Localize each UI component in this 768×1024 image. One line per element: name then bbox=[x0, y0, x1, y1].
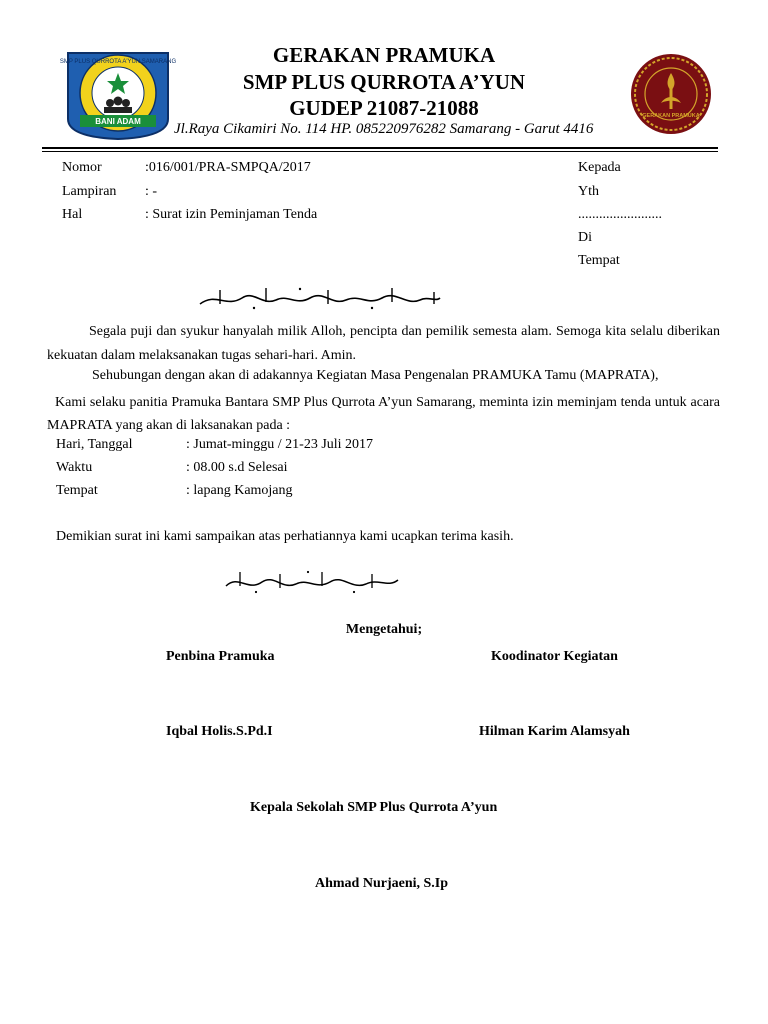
paragraph-opening: Segala puji dan syukur hanyalah milik Alloh, pencipta dan pemilik semesta alam. Semoga kita selalu diberikan kekuatan dalam melaksanakan tugas sehari-hari. Amin. bbox=[47, 324, 720, 363]
headmaster-name: Ahmad Nurjaeni, S.Ip bbox=[315, 876, 449, 891]
detail-value: : 08.00 s.d Selesai bbox=[186, 460, 288, 475]
hal-label: Hal bbox=[62, 207, 83, 222]
org-title: GERAKAN PRAMUKA bbox=[272, 43, 496, 67]
gudep-title: GUDEP 21087-21088 bbox=[289, 96, 479, 120]
recipient-tempat: Tempat bbox=[578, 253, 620, 268]
hal-value: : Surat izin Peminjaman Tenda bbox=[145, 207, 318, 222]
detail-label: Waktu bbox=[56, 460, 93, 475]
nomor-label: Nomor bbox=[62, 160, 102, 175]
pramuka-ring-text: GERAKAN PRAMUKA bbox=[642, 113, 700, 119]
paragraph-request: Kami selaku panitia Pramuka Bantara SMP Plus Qurrota A’yun Samarang, meminta izin meminjam tenda untuk acara MAPRATA yang akan di laksanakan pada : bbox=[47, 395, 720, 433]
recipient-di: Di bbox=[578, 230, 592, 245]
headmaster-role: Kepala Sekolah SMP Plus Qurrota A’yun bbox=[250, 800, 498, 815]
recipient-yth: Yth bbox=[578, 184, 599, 199]
recipient-name: ........................ bbox=[578, 207, 662, 222]
header-divider bbox=[42, 147, 718, 149]
logo-banner-text: BANI ADAM bbox=[95, 117, 141, 126]
salam-calligraphy bbox=[196, 284, 444, 312]
recipient-kepada: Kepada bbox=[578, 160, 621, 175]
lampiran-label: Lampiran bbox=[62, 184, 117, 199]
detail-label: Hari, Tanggal bbox=[56, 437, 133, 452]
signer-name-right: Hilman Karim Alamsyah bbox=[479, 724, 630, 739]
mengetahui-label: Mengetahui; bbox=[345, 622, 423, 637]
lampiran-value: : - bbox=[145, 184, 158, 199]
logo-ring-text: SMP PLUS QURROTA A'YUN SAMARANG bbox=[59, 59, 177, 65]
closing-statement: Demikian surat ini kami sampaikan atas perhatiannya kami ucapkan terima kasih. bbox=[56, 529, 514, 544]
paragraph-context: Sehubungan dengan akan di adakannya Kegiatan Masa Pengenalan PRAMUKA Tamu (MAPRATA), bbox=[92, 368, 659, 383]
detail-label: Tempat bbox=[56, 483, 98, 498]
detail-value: : Jumat-minggu / 21-23 Juli 2017 bbox=[186, 437, 374, 452]
signer-role-left: Penbina Pramuka bbox=[166, 649, 275, 664]
header-divider-thin bbox=[42, 151, 718, 152]
closing-salam-calligraphy bbox=[222, 568, 402, 596]
nomor-value: :016/001/PRA-SMPQA/2017 bbox=[145, 160, 311, 175]
school-title: SMP PLUS QURROTA A’YUN bbox=[242, 70, 526, 94]
signer-role-right: Koodinator Kegiatan bbox=[491, 649, 618, 664]
detail-value: : lapang Kamojang bbox=[186, 483, 293, 498]
signer-name-left: Iqbal Holis.S.Pd.I bbox=[166, 724, 273, 739]
school-address: Jl.Raya Cikamiri No. 114 HP. 085220976282 Samarang - Garut 4416 bbox=[174, 121, 594, 137]
